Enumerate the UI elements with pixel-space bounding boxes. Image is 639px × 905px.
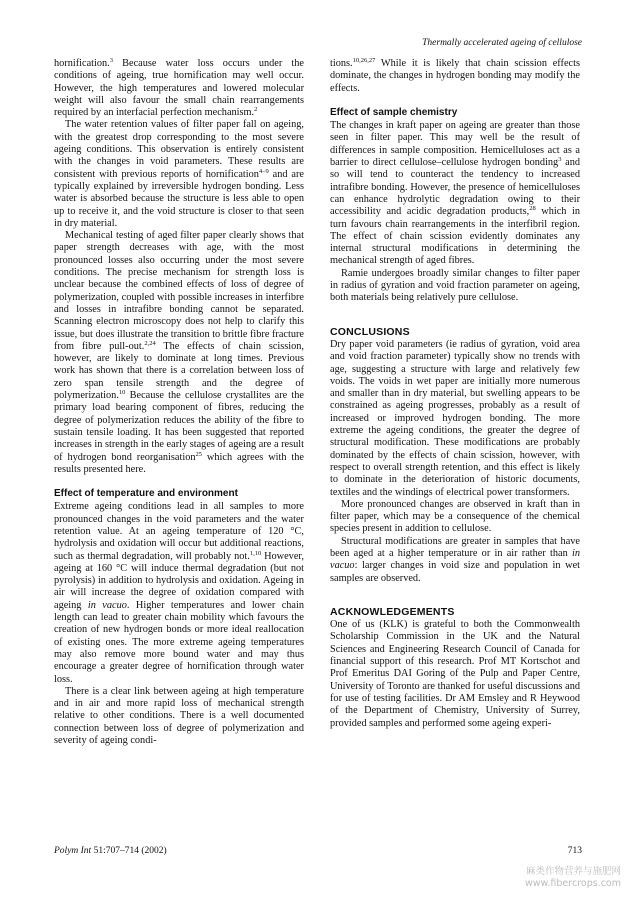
running-title: Thermally accelerated ageing of cellulose — [422, 38, 582, 48]
paragraph: tions.$^{10,26,27}$ While it is likely that chain scission effects dominate, the changes in hydrogen bonding may modify the effects. — [330, 57, 580, 94]
paragraph: Structural modifications are greater in samples that have been aged at a higher temperature or in air rather than in vacuo: larger changes in void size and population in wet samples are observed. — [330, 535, 580, 584]
paragraph: The water retention values of filter paper fall on ageing, with the greatest drop corresponding to the most severe ageing conditions. This observation is entirely consistent with the changes in void parameters. These results are consistent with previous reports of hornification$^{4-9}$ and are typically explained by irreversible hydrogen bonding. Less water is absorbed because the structure is less able to open up to receive it, and the void structure is closer to that seen in dry material. — [54, 119, 304, 229]
section-heading: ACKNOWLEDGEMENTS — [330, 605, 455, 618]
paragraph: The changes in kraft paper on ageing are greater than those seen in filter paper. This may well be the result of differences in sample composition. Hemicelluloses act as a barrier to direct cellulose–cellulose hydrogen bonding$^3$ and so will tend to counteract the tendency to increased intrafibre bonding. However, the presence of hemicelluloses can enhance hydrolytic degradation owing to their accessibility and acidic degradation products,$^{28}$ which in turn favours chain rearrangements in the interfibril region. The effect of chain scission evidently dominates any internal structural modifications in determining the mechanical strength of aged fibres. — [330, 120, 581, 267]
paragraph: Ramie undergoes broadly similar changes to filter paper in radius of gyration and void fraction parameter on ageing, both materials being relatively pure cellulose. — [330, 267, 580, 304]
paragraph: Dry paper void parameters (ie radius of gyration, void area and void fraction parameter) typically show no trends with age, suggesting a structure with large and relatively few voids. The voids in wet paper are initially more numerous and smaller than in dry material, but swelling appears to be constrained as ageing progresses, probably as a result of increased or improved hydrogen bonding. The more extreme the ageing conditions, the greater the degree of structural modification. These modifications are probably dominated by the effects of chain scission, however, with respect to overall strength retention, and this effect is likely to dominate in the deterioration of historic documents, textiles and the windings of electrical power transformers. — [330, 338, 580, 498]
paragraph: One of us (KLK) is grateful to both the Commonwealth Scholarship Commission in the UK and the Natural Sciences and Engineering Research Council of Canada for financial support of this research. Prof MT Kortschot and Prof Emeritus DAI Goring of the Pulp and Paper Centre, University of Toronto are thanked for useful discussions and for use of testing facilities. Dr AM Emsley and R Heywood of the Department of Chemistry, University of Surrey, provided samples and performed some ageing experi- — [330, 619, 580, 729]
journal-citation: Polym Int 51:707–714 (2002) — [54, 846, 167, 856]
paragraph: Mechanical testing of aged filter paper clearly shows that paper strength decreases with age, with the most pronounced losses also occurring under the most severe conditions. The precise mechanism for strength loss is unclear because the combined effects of loss of degree of polymerization, coupled with possible increases in interfibre and losses in intrafibre bonding cannot be separated. Scanning electron microscopy does not help to clarify this issue, but does illustrate the transition to brittle fibre fracture from fibre pull-out.$^{2,24}$ The effects of chain scission, however, are likely to dominate at long times. Previous work has shown that there is a correlation between loss of zero span tensile strength and the degree of polymerization.$^{10}$ Because the cellulose crystallites are the primary load bearing component of fibres, reducing the degree of polymerization reduces the ability of the fibre to sustain tensile loading. It has been suggested that reported increases in strength in the early stages of ageing are a result of hydrogen bond reorganisation$^{25}$ which agrees with the results presented here. — [54, 230, 304, 475]
left-column — [54, 58, 304, 747]
paragraph: More pronounced changes are observed in kraft than in filter paper, which may be a consequence of the chemical species present in addition to cellulose. — [330, 498, 580, 535]
section-heading: CONCLUSIONS — [330, 325, 410, 338]
page-number: 713 — [567, 846, 582, 856]
section-heading: Effect of temperature and environment — [54, 488, 238, 500]
watermark: 麻类作物营养与施肥网 www.fibercrops.com — [524, 866, 621, 889]
right-column — [330, 58, 580, 730]
paragraph: hornification.$^3$ Because water loss occurs under the conditions of ageing, true hornification may well occur. However, the high temperatures and lowered molecular weight will also favour the small chain rearrangements required by an interfacial perfection mechanism.$^2$ — [54, 57, 304, 119]
paragraph: Extreme ageing conditions lead in all samples to more pronounced changes in the void parameters and the water retention value. At an ageing temperature of 120 °C, hydrolysis and oxidation will occur but additional reactions, such as thermal degradation, will probably not.$^{1,10}$ However, ageing at 160 °C will induce thermal degradation (but not pyrolysis) in addition to hydrolysis and oxidation. Ageing in air will increase the degree of oxidation compared with ageing in vacuo. Higher temperatures and lower chain length can lead to greater chain mobility which favours the creation of new hydrogen bonds or more ideal reallocation of existing ones. The more extreme ageing temperatures may also remove more bound water and may thus encourage a greater degree of hornification through water loss. — [54, 501, 304, 685]
paragraph: There is a clear link between ageing at high temperature and in air and more rapid loss of mechanical strength relative to other conditions. There is a well documented connection between loss of degree of polymerization and severity of ageing condi- — [54, 685, 304, 747]
section-heading: Effect of sample chemistry — [330, 106, 458, 118]
